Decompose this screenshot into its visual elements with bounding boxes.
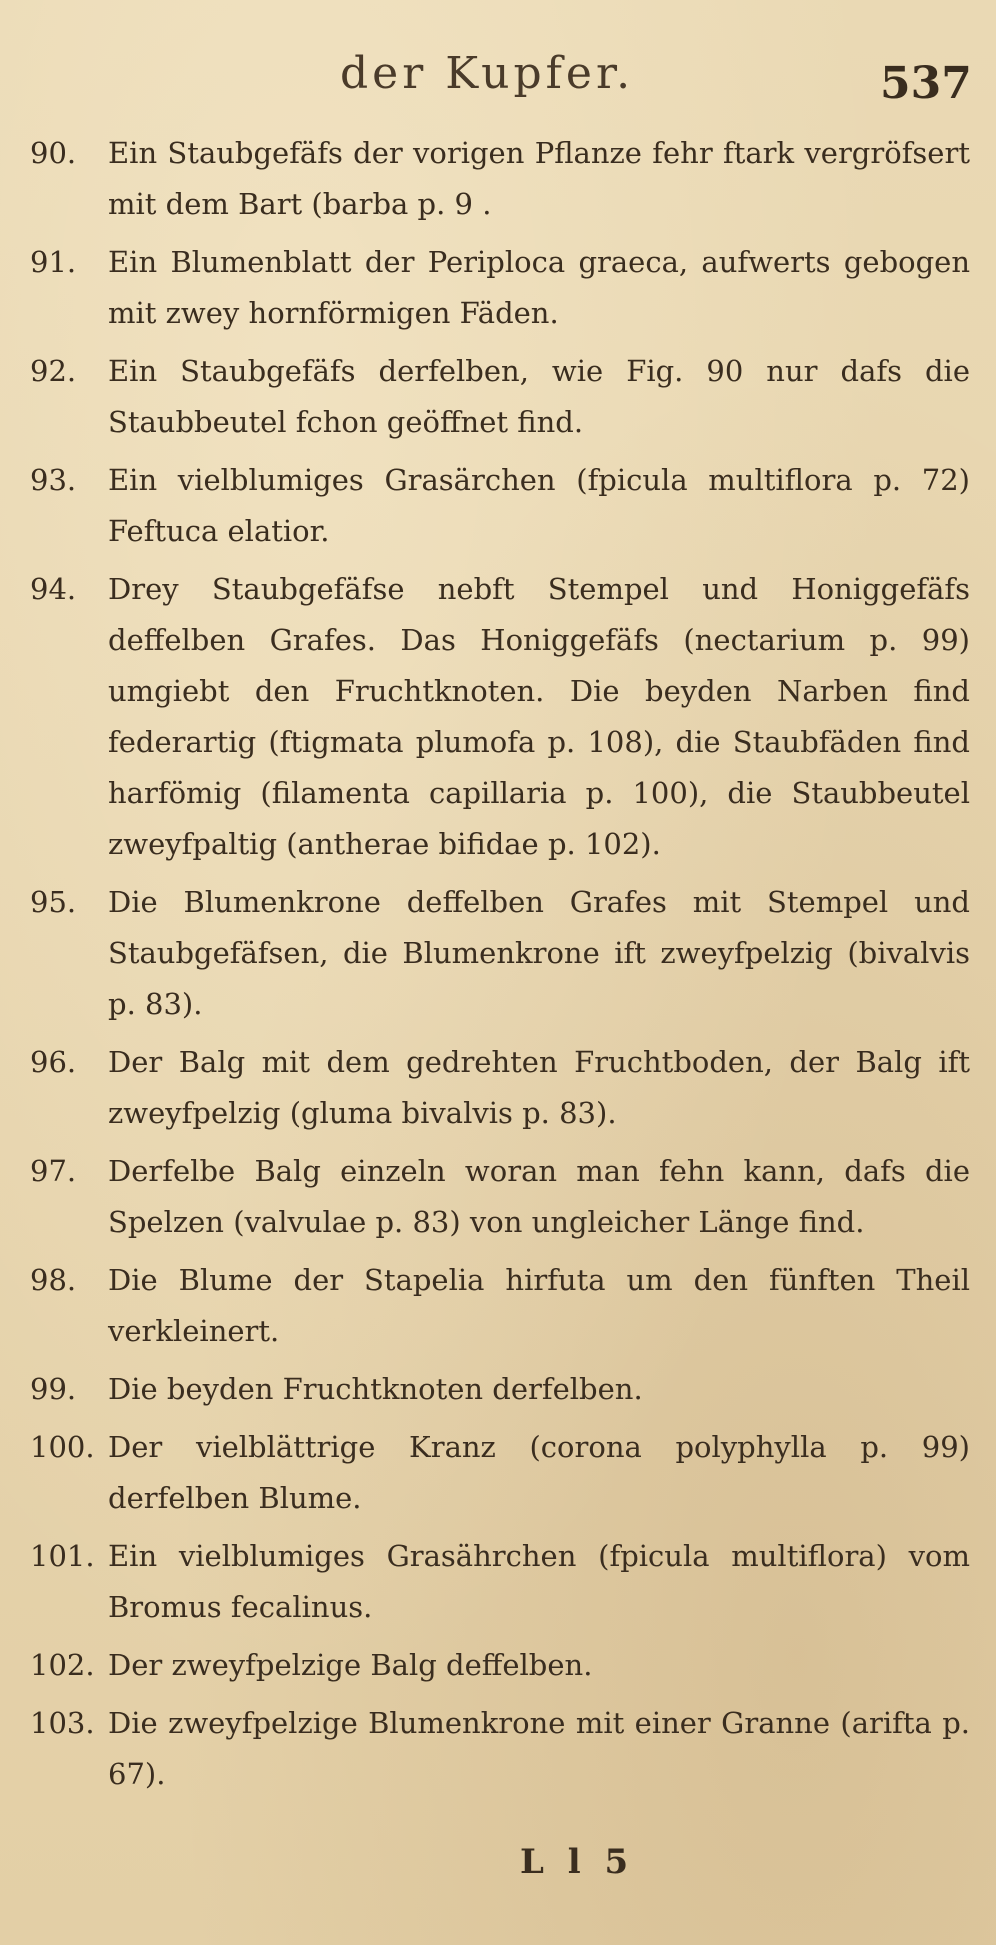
figure-entry-101	[0, 1531, 996, 1633]
figure-entry-92	[0, 346, 996, 448]
figure-entry-98	[0, 1255, 996, 1357]
figure-entry-93	[0, 455, 996, 557]
entry-number: 92.	[30, 354, 77, 388]
figure-entry-102	[0, 1640, 996, 1691]
entry-number: 94.	[30, 572, 77, 606]
entry-text: Die zweyfpelzige Blumenkrone mit einer Granne (arifta p. 67).	[108, 1706, 970, 1791]
entry-text: Ein Blumenblatt der Periploca graeca, aufwerts gebogen mit zwey hornförmigen Fäden.	[108, 245, 970, 330]
entry-number: 99.	[30, 1372, 77, 1406]
figure-entry-95	[0, 877, 996, 1030]
entry-number: 103.	[30, 1706, 95, 1740]
page-number: 537	[880, 58, 972, 109]
entry-text: Ein Staubgefäfs der vorigen Pflanze fehr ftark vergröfsert mit dem Bart (barba p. 9 .	[108, 136, 970, 221]
entry-number: 96.	[30, 1045, 77, 1079]
figure-entry-91	[0, 237, 996, 339]
entry-number: 98.	[30, 1263, 77, 1297]
entry-text: Die Blume der Stapelia hirfuta um den fünften Theil verkleinert.	[108, 1263, 970, 1348]
entry-number: 101.	[30, 1539, 95, 1573]
figure-entry-99	[0, 1364, 996, 1415]
figure-list	[0, 128, 996, 1807]
entry-text: Der vielblättrige Kranz (corona polyphylla p. 99) derfelben Blume.	[108, 1430, 970, 1515]
entry-number: 93.	[30, 463, 77, 497]
entry-number: 97.	[30, 1154, 77, 1188]
entry-text: Der Balg mit dem gedrehten Fruchtboden, der Balg ift zweyfpelzig (gluma bivalvis p. 83).	[108, 1045, 970, 1130]
entry-number: 95.	[30, 885, 77, 919]
entry-text: Drey Staubgefäfse nebft Stempel und Honiggefäfs deffelben Grafes. Das Honiggefäfs (nectarium p. 99) umgiebt den Fruchtknoten. Die beyden Narben find federartig (ftigmata plumofa p. 108), die Staubfäden find harfömig (filamenta capillaria p. 100), die Staubbeutel zweyfpaltig (antherae bifidae p. 102).	[108, 572, 970, 861]
figure-entry-96	[0, 1037, 996, 1139]
figure-entry-94	[0, 564, 996, 870]
entry-text: Ein vielblumiges Grasärchen (fpicula multiflora p. 72) Feftuca elatior.	[108, 463, 970, 548]
figure-entry-90	[0, 128, 996, 230]
entry-text: Der zweyfpelzige Balg deffelben.	[108, 1648, 593, 1682]
entry-text: Die Blumenkrone deffelben Grafes mit Stempel und Staubgefäfsen, die Blumenkrone ift zweyfpelzig (bivalvis p. 83).	[108, 885, 970, 1021]
entry-number: 90.	[30, 136, 77, 170]
entry-text: Ein vielblumiges Grasährchen (fpicula multiflora) vom Bromus fecalinus.	[108, 1539, 970, 1624]
running-title: der Kupfer.	[340, 48, 635, 99]
signature-mark: L l 5	[520, 1842, 635, 1882]
entry-number: 102.	[30, 1648, 95, 1682]
entry-number: 100.	[30, 1430, 95, 1464]
entry-number: 91.	[30, 245, 77, 279]
figure-entry-97	[0, 1146, 996, 1248]
entry-text: Die beyden Fruchtknoten derfelben.	[108, 1372, 643, 1406]
figure-entry-103	[0, 1698, 996, 1800]
entry-text: Derfelbe Balg einzeln woran man fehn kann, dafs die Spelzen (valvulae p. 83) von ungleicher Länge find.	[108, 1154, 970, 1239]
figure-entry-100	[0, 1422, 996, 1524]
entry-text: Ein Staubgefäfs derfelben, wie Fig. 90 nur dafs die Staubbeutel fchon geöffnet find.	[108, 354, 970, 439]
